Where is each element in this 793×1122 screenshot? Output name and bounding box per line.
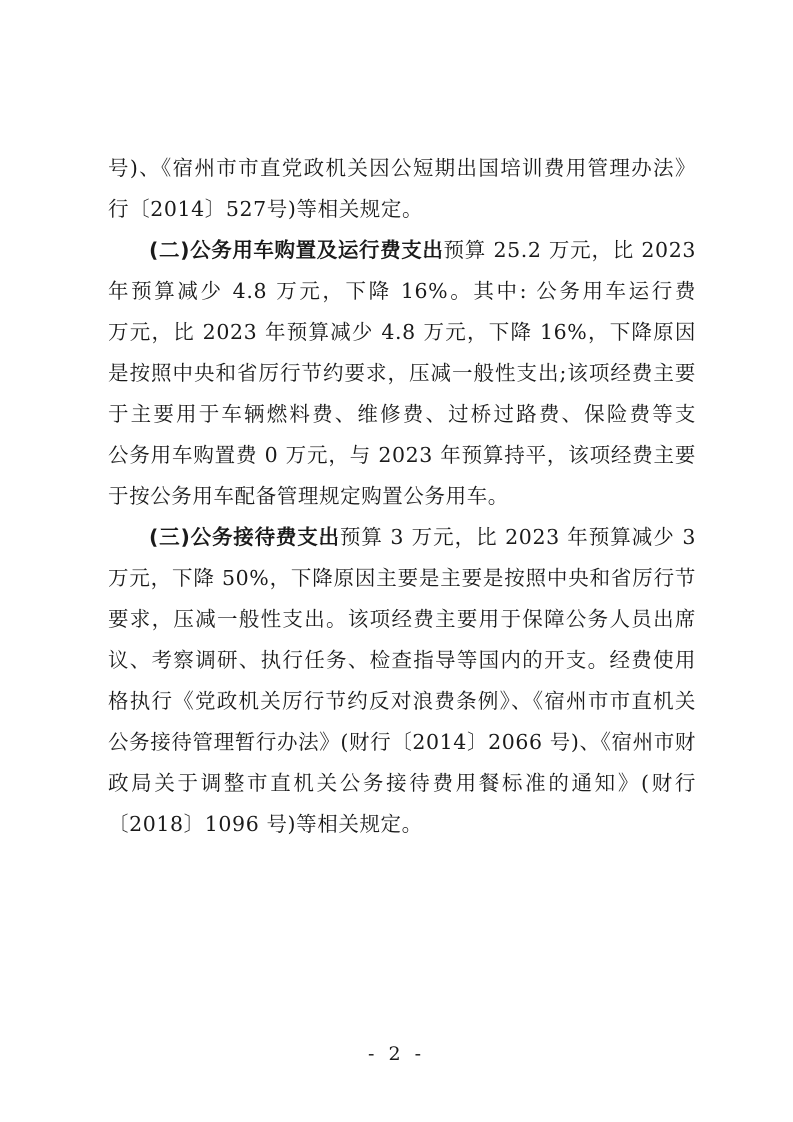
line-text: 公务接待管理暂行办法》(财行〔2014〕2066 号)、《宿州市财 — [108, 730, 696, 754]
text-line-14 — [108, 681, 696, 722]
text-line-8 — [108, 435, 696, 476]
page-number: - 2 - — [367, 1043, 425, 1065]
document-body — [108, 148, 696, 845]
text-line-5 — [108, 312, 696, 353]
section-three-heading-line — [108, 517, 696, 558]
text-line-16 — [108, 763, 696, 804]
line-text: 是按照中央和省厉行节约要求，压减一般性支出;该项经费主要 — [108, 361, 696, 385]
line-text: 年预算减少 4.8 万元，下降 16%。其中: 公务用车运行费 — [108, 279, 696, 303]
text-line-11 — [108, 558, 696, 599]
line-text: 万元，比 2023 年预算减少 4.8 万元，下降 16%，下降原因 — [108, 320, 696, 344]
line-text: 〔2018〕1096 号)等相关规定。 — [108, 812, 423, 836]
text-line-12 — [108, 599, 696, 640]
line-text: 行〔2014〕527号)等相关规定。 — [108, 197, 424, 221]
text-line-4 — [108, 271, 696, 312]
line-text: 号)、《宿州市市直党政机关因公短期出国培训费用管理办法》 — [108, 156, 696, 180]
text-line-7 — [108, 394, 696, 435]
section-two-heading-line — [108, 230, 696, 271]
text-line-13 — [108, 640, 696, 681]
text-line-9 — [108, 476, 696, 517]
line-text: 格执行《党政机关厉行节约反对浪费条例》、《宿州市市直机关 — [108, 689, 696, 713]
line-text: 于主要用于车辆燃料费、维修费、过桥过路费、保险费等支 — [108, 402, 696, 426]
line-text: 要求，压减一般性支出。该项经费主要用于保障公务人员出席 — [108, 607, 696, 631]
line-text: 公务用车购置费 0 万元，与 2023 年预算持平，该项经费主要 — [108, 443, 696, 467]
line-text: 议、考察调研、执行任务、检查指导等国内的开支。经费使用 — [108, 648, 696, 672]
line-text: 于按公务用车配备管理规定购置公务用车。 — [108, 484, 509, 508]
line-text: 预算 25.2 万元，比 2023 — [443, 238, 696, 262]
text-line-2 — [108, 189, 696, 230]
section-three-heading: (三)公务接待费支出 — [149, 525, 340, 549]
line-text: 万元，下降 50%，下降原因主要是主要是按照中央和省厉行节 — [108, 566, 696, 590]
line-text: 预算 3 万元，比 2023 年预算减少 3 — [339, 525, 696, 549]
text-line-17 — [108, 804, 696, 845]
section-two-heading: (二)公务用车购置及运行费支出 — [149, 238, 444, 262]
text-line-15 — [108, 722, 696, 763]
text-line-6 — [108, 353, 696, 394]
text-line-1 — [108, 148, 696, 189]
line-text: 政局关于调整市直机关公务接待费用餐标准的通知》(财行 — [108, 771, 696, 795]
